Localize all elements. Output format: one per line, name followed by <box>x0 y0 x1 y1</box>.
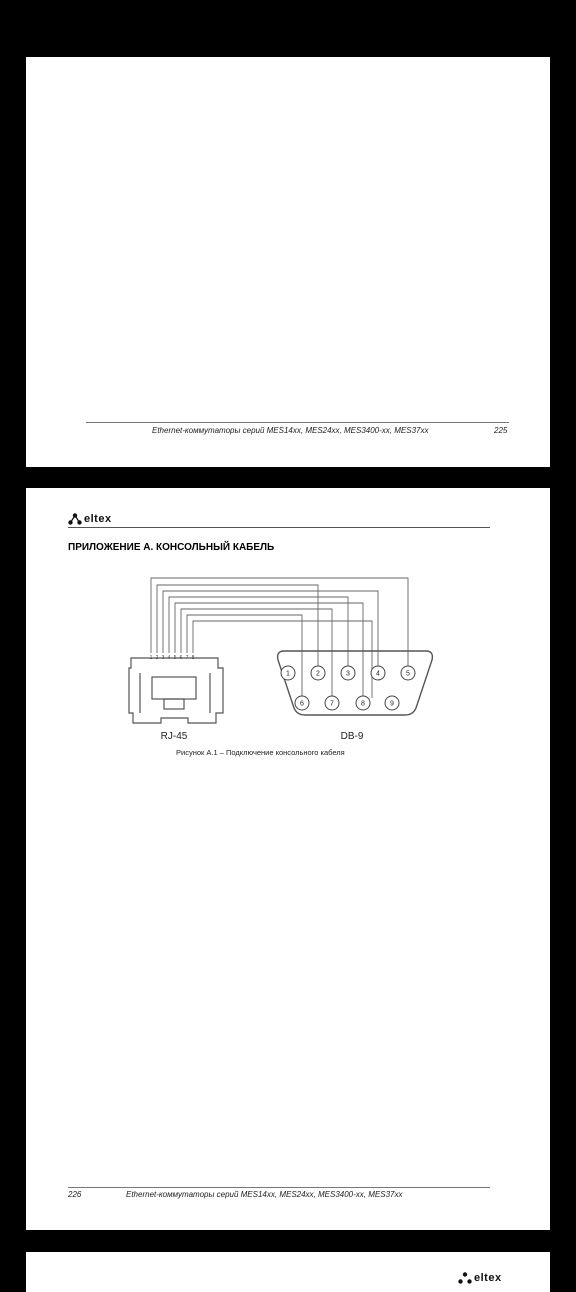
rj45-pin-2: 2 <box>155 655 159 661</box>
rj45-pin-4: 4 <box>167 655 171 661</box>
console-cable-diagram <box>126 573 436 748</box>
db9-label: DB-9 <box>340 731 364 742</box>
rj45-label: RJ-45 <box>160 731 188 742</box>
wires <box>151 578 408 698</box>
db9-pin-2: 2 <box>316 670 320 678</box>
db9-pin-3: 3 <box>346 670 350 678</box>
db9-pin-7: 7 <box>330 700 334 708</box>
db9-pin-9: 9 <box>390 700 394 708</box>
document-page-next <box>26 1252 550 1292</box>
eltex-logo-text: eltex <box>474 1272 502 1284</box>
db9-pin-5: 5 <box>406 670 410 678</box>
rj45-pin-3: 3 <box>161 655 165 661</box>
db9-pin-1: 1 <box>286 670 290 678</box>
db9-pin-4: 4 <box>376 670 380 678</box>
rj45-pin-8: 8 <box>191 655 195 661</box>
footer-title: Ethernet-коммутаторы серий MES14xx, MES24xx, MES3400-xx, MES37xx <box>126 1190 403 1199</box>
rj45-pin-7: 7 <box>185 655 189 661</box>
figure-caption: Рисунок А.1 – Подключение консольного кабеля <box>176 748 345 757</box>
footer-rule <box>68 1187 490 1188</box>
eltex-logo <box>68 513 112 525</box>
rj45-pin-5: 5 <box>173 655 177 661</box>
footer-title: Ethernet-коммутаторы серий MES14xx, MES24xx, MES3400-xx, MES37xx <box>152 426 429 435</box>
header-rule <box>68 527 490 528</box>
eltex-logo-icon <box>68 513 82 525</box>
document-page-226 <box>26 488 550 1230</box>
rj45-pin-6: 6 <box>179 655 183 661</box>
rj45-pin-1: 1 <box>149 655 153 661</box>
footer-rule <box>86 422 509 423</box>
eltex-logo-icon <box>458 1272 472 1284</box>
db9-pin-8: 8 <box>361 700 365 708</box>
rj45-connector <box>129 658 223 723</box>
document-page-225 <box>26 57 550 467</box>
db9-pin-6: 6 <box>300 700 304 708</box>
eltex-logo-text: eltex <box>84 513 112 525</box>
page-number: 226 <box>68 1190 82 1199</box>
appendix-heading: ПРИЛОЖЕНИЕ А. КОНСОЛЬНЫЙ КАБЕЛЬ <box>68 542 275 553</box>
page-number: 225 <box>494 426 508 435</box>
eltex-logo <box>458 1272 502 1284</box>
